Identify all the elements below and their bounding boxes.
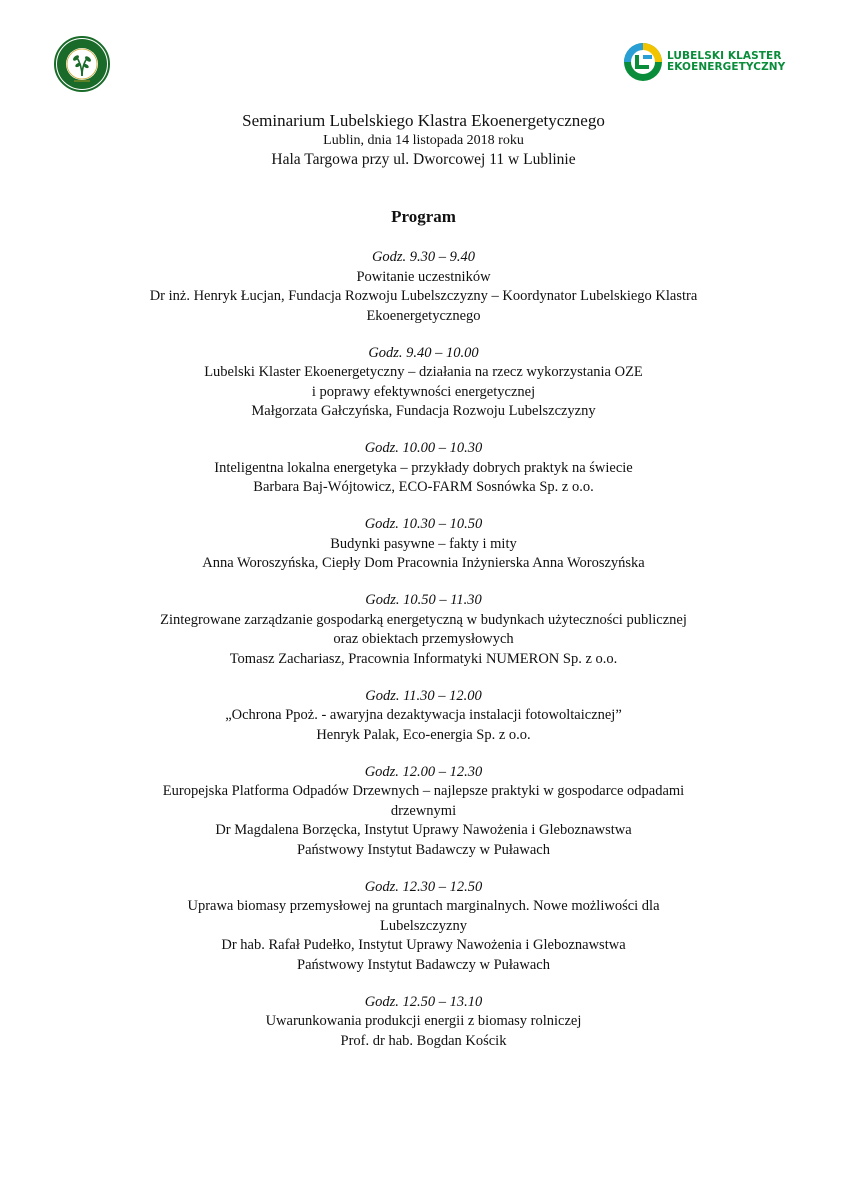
session-line: Państwowy Instytut Badawczy w Puławach	[297, 956, 550, 973]
session-line: Barbara Baj-Wójtowicz, ECO-FARM Sosnówka Sp. z o.o.	[253, 479, 594, 495]
session-time: Godz. 10.00 – 10.30	[364, 440, 483, 456]
session-item	[95, 344, 752, 422]
session-line: „Ochrona Ppoż. - awaryjna dezaktywacja instalacji fotowoltaicznej”	[225, 707, 622, 723]
session-line: Zintegrowane zarządzanie gospodarką energetyczną w budynkach użyteczności publicznej	[160, 611, 687, 628]
session-item	[95, 763, 752, 861]
session-line: Lubelski Klaster Ekoenergetyczny – działania na rzecz wykorzystania OZE	[204, 364, 643, 380]
session-line: Henryk Palak, Eco-energia Sp. z o.o.	[316, 726, 531, 743]
session-line: Uwarunkowania produkcji energii z biomasy rolniczej	[265, 1013, 582, 1029]
session-item	[95, 591, 752, 669]
seminar-venue: Hala Targowa przy ul. Dworcowej 11 w Lublinie	[271, 151, 576, 168]
session-time: Godz. 9.30 – 9.40	[371, 249, 476, 265]
session-line: Dr Magdalena Borzęcka, Instytut Uprawy Nawożenia i Gleboznawstwa	[215, 822, 632, 838]
session-line: Inteligentna lokalna energetyka – przykłady dobrych praktyk na świecie	[214, 459, 633, 476]
foundation-seal-icon	[54, 36, 110, 92]
seminar-title: Seminarium Lubelskiego Klastra Ekoenergetycznego	[242, 111, 605, 130]
session-line: Budynki pasywne – fakty i mity	[330, 535, 517, 552]
session-line: Małgorzata Gałczyńska, Fundacja Rozwoju Lubelszczyzny	[251, 403, 596, 419]
session-line: Tomasz Zachariasz, Pracownia Informatyki NUMERON Sp. z o.o.	[229, 650, 618, 667]
program-heading: Program	[391, 207, 456, 226]
session-line: Europejska Platforma Odpadów Drzewnych – najlepsze praktyki w gospodarce odpadami	[162, 783, 685, 799]
session-line: Prof. dr hab. Bogdan Kościk	[340, 1032, 507, 1049]
session-item	[95, 878, 752, 976]
cluster-logo-icon	[623, 42, 663, 82]
program-list	[95, 248, 752, 1069]
session-line: Lubelszczyzny	[380, 917, 467, 934]
session-line: Dr hab. Rafał Pudełko, Instytut Uprawy Nawożenia i Gleboznawstwa	[221, 937, 626, 953]
session-item	[95, 248, 752, 326]
cluster-logo-wordmark	[667, 51, 785, 73]
session-time: Godz. 12.30 – 12.50	[364, 878, 483, 895]
cluster-logo-line1: LUBELSKI KLASTER	[667, 50, 782, 62]
session-time: Godz. 9.40 – 10.00	[368, 344, 479, 361]
seminar-date: Lublin, dnia 14 listopada 2018 roku	[323, 133, 524, 148]
session-item	[95, 687, 752, 746]
session-time: Godz. 10.30 – 10.50	[364, 516, 483, 532]
session-item	[95, 993, 752, 1052]
session-line: Powitanie uczestników	[356, 268, 491, 285]
session-line: i poprawy efektywności energetycznej	[311, 383, 536, 400]
cluster-logo-line2: EKOENERGETYCZNY	[667, 61, 786, 73]
session-line: Anna Woroszyńska, Ciepły Dom Pracownia Inżynierska Anna Woroszyńska	[202, 555, 645, 571]
session-item	[95, 439, 752, 498]
session-time: Godz. 10.50 – 11.30	[365, 592, 482, 608]
session-line: Państwowy Instytut Badawczy w Puławach	[297, 841, 550, 858]
session-line: Ekoenergetycznego	[366, 307, 481, 324]
session-time: Godz. 12.00 – 12.30	[364, 763, 483, 780]
cluster-logo	[623, 42, 786, 82]
session-line: oraz obiektach przemysłowych	[333, 631, 514, 647]
foundation-seal-logo	[54, 36, 110, 92]
session-time: Godz. 12.50 – 13.10	[364, 993, 483, 1010]
session-line: Uprawa biomasy przemysłowej na gruntach marginalnych. Nowe możliwości dla	[187, 898, 660, 914]
session-line: Dr inż. Henryk Łucjan, Fundacja Rozwoju Lubelszczyzny – Koordynator Lubelskiego Klastra	[149, 288, 698, 304]
session-time: Godz. 11.30 – 12.00	[365, 687, 482, 704]
session-item	[95, 515, 752, 574]
session-line: drzewnymi	[390, 802, 457, 819]
